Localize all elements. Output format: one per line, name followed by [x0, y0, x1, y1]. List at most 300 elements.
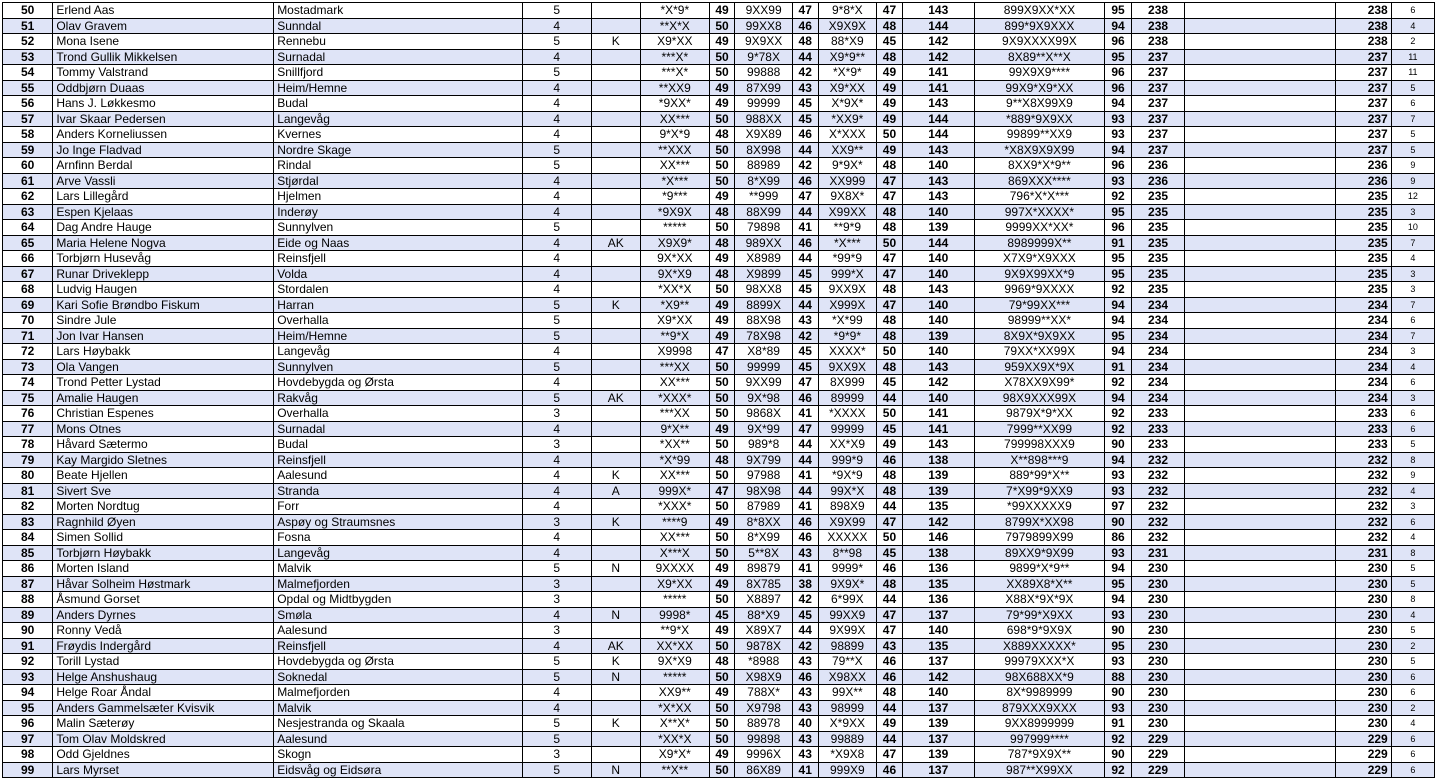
blank-cell	[1185, 3, 1336, 19]
inner-tens-cell: 4	[1391, 530, 1434, 546]
table-row	[3, 545, 1435, 561]
blank-cell	[1185, 49, 1336, 65]
total-score-cell: 232	[1131, 483, 1184, 499]
series-3-score-cell: 48	[877, 204, 903, 220]
series-1-score-cell: 49	[709, 96, 735, 112]
blank-cell	[1185, 220, 1336, 236]
final-score-cell: 234	[1336, 313, 1391, 329]
series-2-score-cell: 42	[792, 328, 818, 344]
series-2-score-cell: 48	[792, 34, 818, 50]
category-flag-cell	[591, 80, 640, 96]
table-row	[3, 3, 1435, 19]
inner-tens-cell: 6	[1391, 514, 1434, 530]
series-2-score-cell: 41	[792, 762, 818, 778]
final-series-shots-cell: 8X89**X**X	[974, 49, 1104, 65]
name-cell: Lars Høybakk	[53, 344, 274, 360]
place-cell: 53	[3, 49, 53, 65]
table-row	[3, 468, 1435, 484]
place-cell: 81	[3, 483, 53, 499]
series-1-shots-cell: **9*X	[640, 328, 709, 344]
series-2-score-cell: 46	[792, 18, 818, 34]
club-cell: Soknedal	[274, 669, 523, 685]
results-body	[3, 3, 1435, 778]
final-series-score-cell: 96	[1105, 80, 1132, 96]
series-2-shots-cell: 88X99	[735, 204, 793, 220]
final-score-cell: 237	[1336, 142, 1391, 158]
series-2-score-cell: 44	[792, 297, 818, 313]
club-cell: Reinsfjell	[274, 452, 523, 468]
final-score-cell: 234	[1336, 328, 1391, 344]
name-cell: Tom Olav Moldskred	[53, 731, 274, 747]
place-cell: 83	[3, 514, 53, 530]
class-cell: 4	[522, 127, 591, 143]
final-series-shots-cell: 9999XX*XX*	[974, 220, 1104, 236]
blank-cell	[1185, 654, 1336, 670]
inner-tens-cell: 5	[1391, 623, 1434, 639]
series-3-score-cell: 44	[877, 499, 903, 515]
final-series-score-cell: 92	[1105, 731, 1132, 747]
series-3-shots-cell: *X*9*	[818, 65, 877, 81]
category-flag-cell	[591, 251, 640, 267]
place-cell: 74	[3, 375, 53, 391]
series-1-shots-cell: 9998*	[640, 607, 709, 623]
inner-tens-cell: 6	[1391, 685, 1434, 701]
category-flag-cell	[591, 282, 640, 298]
category-flag-cell	[591, 65, 640, 81]
category-flag-cell: K	[591, 34, 640, 50]
name-cell: Christian Espenes	[53, 406, 274, 422]
total-score-cell: 238	[1131, 18, 1184, 34]
class-cell: 5	[522, 34, 591, 50]
series-1-score-cell: 50	[709, 716, 735, 732]
inner-tens-cell: 5	[1391, 80, 1434, 96]
inner-tens-cell: 7	[1391, 297, 1434, 313]
inner-tens-cell: 3	[1391, 204, 1434, 220]
final-series-shots-cell: 796*X*X***	[974, 189, 1104, 205]
series-1-shots-cell: X**X*	[640, 716, 709, 732]
series-2-score-cell: 38	[792, 576, 818, 592]
series-2-score-cell: 43	[792, 313, 818, 329]
table-row	[3, 607, 1435, 623]
club-cell: Langevåg	[274, 545, 523, 561]
place-cell: 64	[3, 220, 53, 236]
category-flag-cell: N	[591, 669, 640, 685]
name-cell: Amalie Haugen	[53, 390, 274, 406]
series-1-score-cell: 49	[709, 3, 735, 19]
name-cell: Dag Andre Hauge	[53, 220, 274, 236]
category-flag-cell	[591, 530, 640, 546]
series-1-shots-cell: **X**	[640, 762, 709, 778]
final-series-score-cell: 95	[1105, 3, 1132, 19]
category-flag-cell	[591, 359, 640, 375]
subtotal-cell: 141	[902, 65, 974, 81]
series-2-score-cell: 42	[792, 638, 818, 654]
series-1-shots-cell: ***X*	[640, 65, 709, 81]
class-cell: 5	[522, 762, 591, 778]
table-row	[3, 437, 1435, 453]
class-cell: 4	[522, 204, 591, 220]
series-3-shots-cell: 9X99X	[818, 623, 877, 639]
series-2-score-cell: 43	[792, 700, 818, 716]
club-cell: Reinsfjell	[274, 638, 523, 654]
blank-cell	[1185, 576, 1336, 592]
final-series-score-cell: 94	[1105, 297, 1132, 313]
final-score-cell: 238	[1336, 3, 1391, 19]
final-series-score-cell: 88	[1105, 669, 1132, 685]
series-3-shots-cell: 8**98	[818, 545, 877, 561]
inner-tens-cell: 7	[1391, 235, 1434, 251]
category-flag-cell	[591, 96, 640, 112]
total-score-cell: 236	[1131, 158, 1184, 174]
subtotal-cell: 139	[902, 483, 974, 499]
final-series-score-cell: 90	[1105, 623, 1132, 639]
series-3-score-cell: 48	[877, 328, 903, 344]
final-score-cell: 234	[1336, 344, 1391, 360]
series-2-score-cell: 42	[792, 592, 818, 608]
series-1-shots-cell: *XX**	[640, 437, 709, 453]
club-cell: Reinsfjell	[274, 251, 523, 267]
series-2-shots-cell: 788X*	[735, 685, 793, 701]
series-3-shots-cell: *XX9*	[818, 111, 877, 127]
name-cell: Anders Korneliussen	[53, 127, 274, 143]
series-1-shots-cell: *XX*X	[640, 731, 709, 747]
final-series-score-cell: 93	[1105, 545, 1132, 561]
series-3-score-cell: 48	[877, 685, 903, 701]
series-2-shots-cell: 9XX99	[735, 375, 793, 391]
table-row	[3, 623, 1435, 639]
table-row	[3, 530, 1435, 546]
series-2-shots-cell: 78X98	[735, 328, 793, 344]
subtotal-cell: 143	[902, 359, 974, 375]
series-3-score-cell: 50	[877, 344, 903, 360]
name-cell: Lars Myrset	[53, 762, 274, 778]
series-1-score-cell: 49	[709, 747, 735, 763]
total-score-cell: 229	[1131, 762, 1184, 778]
series-2-shots-cell: 79898	[735, 220, 793, 236]
series-3-shots-cell: 999*9	[818, 452, 877, 468]
series-1-shots-cell: *****	[640, 220, 709, 236]
inner-tens-cell: 5	[1391, 561, 1434, 577]
series-1-shots-cell: 9*X*9	[640, 127, 709, 143]
name-cell: Sindre Jule	[53, 313, 274, 329]
series-3-shots-cell: 98899	[818, 638, 877, 654]
inner-tens-cell: 6	[1391, 669, 1434, 685]
category-flag-cell	[591, 452, 640, 468]
series-3-score-cell: 49	[877, 142, 903, 158]
place-cell: 55	[3, 80, 53, 96]
series-2-score-cell: 45	[792, 344, 818, 360]
club-cell: Stranda	[274, 483, 523, 499]
series-1-score-cell: 50	[709, 437, 735, 453]
series-1-score-cell: 45	[709, 607, 735, 623]
series-3-score-cell: 44	[877, 592, 903, 608]
series-1-shots-cell: XX*XX	[640, 638, 709, 654]
final-series-score-cell: 86	[1105, 530, 1132, 546]
series-3-score-cell: 44	[877, 390, 903, 406]
name-cell: Arve Vassli	[53, 173, 274, 189]
blank-cell	[1185, 266, 1336, 282]
name-cell: Ronny Vedå	[53, 623, 274, 639]
name-cell: Olav Gravem	[53, 18, 274, 34]
final-score-cell: 232	[1336, 468, 1391, 484]
inner-tens-cell: 6	[1391, 3, 1434, 19]
category-flag-cell	[591, 375, 640, 391]
series-3-shots-cell: 98999	[818, 700, 877, 716]
category-flag-cell	[591, 328, 640, 344]
category-flag-cell	[591, 499, 640, 515]
subtotal-cell: 140	[902, 344, 974, 360]
final-series-shots-cell: X88X*9X*9X	[974, 592, 1104, 608]
series-1-score-cell: 49	[709, 561, 735, 577]
final-series-score-cell: 96	[1105, 220, 1132, 236]
total-score-cell: 232	[1131, 468, 1184, 484]
series-3-score-cell: 45	[877, 375, 903, 391]
series-1-score-cell: 49	[709, 297, 735, 313]
series-2-score-cell: 45	[792, 111, 818, 127]
series-1-score-cell: 50	[709, 530, 735, 546]
series-2-shots-cell: 87989	[735, 499, 793, 515]
final-score-cell: 238	[1336, 18, 1391, 34]
series-2-score-cell: 43	[792, 685, 818, 701]
series-1-shots-cell: *XX*X	[640, 282, 709, 298]
place-cell: 63	[3, 204, 53, 220]
table-row	[3, 266, 1435, 282]
category-flag-cell: K	[591, 297, 640, 313]
final-series-shots-cell: 9879X*9*XX	[974, 406, 1104, 422]
class-cell: 4	[522, 111, 591, 127]
class-cell: 5	[522, 142, 591, 158]
final-series-score-cell: 95	[1105, 576, 1132, 592]
series-3-score-cell: 47	[877, 173, 903, 189]
subtotal-cell: 136	[902, 561, 974, 577]
subtotal-cell: 144	[902, 111, 974, 127]
name-cell: Sivert Sve	[53, 483, 274, 499]
blank-cell	[1185, 685, 1336, 701]
final-score-cell: 230	[1336, 685, 1391, 701]
series-1-shots-cell: *X*XX	[640, 700, 709, 716]
blank-cell	[1185, 390, 1336, 406]
blank-cell	[1185, 514, 1336, 530]
final-series-shots-cell: 99899**XX9	[974, 127, 1104, 143]
inner-tens-cell: 2	[1391, 34, 1434, 50]
series-1-shots-cell: 9XXXX	[640, 561, 709, 577]
final-series-shots-cell: X78XX9X99*	[974, 375, 1104, 391]
series-3-score-cell: 44	[877, 731, 903, 747]
inner-tens-cell: 6	[1391, 406, 1434, 422]
final-series-score-cell: 95	[1105, 328, 1132, 344]
blank-cell	[1185, 530, 1336, 546]
inner-tens-cell: 4	[1391, 483, 1434, 499]
series-1-score-cell: 50	[709, 49, 735, 65]
blank-cell	[1185, 623, 1336, 639]
category-flag-cell: K	[591, 468, 640, 484]
series-1-score-cell: 49	[709, 251, 735, 267]
series-3-shots-cell: 8X999	[818, 375, 877, 391]
subtotal-cell: 135	[902, 576, 974, 592]
place-cell: 68	[3, 282, 53, 298]
blank-cell	[1185, 251, 1336, 267]
class-cell: 5	[522, 220, 591, 236]
class-cell: 4	[522, 530, 591, 546]
series-3-score-cell: 47	[877, 266, 903, 282]
series-2-shots-cell: 98XX8	[735, 282, 793, 298]
series-3-shots-cell: 9*9X*	[818, 158, 877, 174]
series-1-score-cell: 50	[709, 700, 735, 716]
subtotal-cell: 140	[902, 266, 974, 282]
series-1-score-cell: 49	[709, 313, 735, 329]
final-series-score-cell: 96	[1105, 34, 1132, 50]
name-cell: Åsmund Gorset	[53, 592, 274, 608]
category-flag-cell	[591, 3, 640, 19]
series-3-shots-cell: X*9XX	[818, 716, 877, 732]
total-score-cell: 231	[1131, 545, 1184, 561]
subtotal-cell: 143	[902, 437, 974, 453]
table-row	[3, 313, 1435, 329]
series-1-shots-cell: ***XX	[640, 406, 709, 422]
series-2-shots-cell: 99999	[735, 96, 793, 112]
subtotal-cell: 142	[902, 669, 974, 685]
table-row	[3, 390, 1435, 406]
blank-cell	[1185, 204, 1336, 220]
final-series-score-cell: 90	[1105, 514, 1132, 530]
table-row	[3, 173, 1435, 189]
inner-tens-cell: 3	[1391, 390, 1434, 406]
total-score-cell: 229	[1131, 747, 1184, 763]
subtotal-cell: 140	[902, 297, 974, 313]
final-series-score-cell: 92	[1105, 762, 1132, 778]
final-series-shots-cell: 7999**XX99	[974, 421, 1104, 437]
total-score-cell: 230	[1131, 685, 1184, 701]
series-1-shots-cell: XX***	[640, 530, 709, 546]
class-cell: 5	[522, 731, 591, 747]
series-1-shots-cell: *9X9X	[640, 204, 709, 220]
series-1-shots-cell: *9***	[640, 189, 709, 205]
final-series-shots-cell: 987**X99XX	[974, 762, 1104, 778]
total-score-cell: 230	[1131, 638, 1184, 654]
club-cell: Heim/Hemne	[274, 328, 523, 344]
final-series-shots-cell: 98999**XX*	[974, 313, 1104, 329]
series-3-score-cell: 49	[877, 80, 903, 96]
class-cell: 4	[522, 452, 591, 468]
place-cell: 89	[3, 607, 53, 623]
final-score-cell: 234	[1336, 297, 1391, 313]
class-cell: 5	[522, 561, 591, 577]
place-cell: 69	[3, 297, 53, 313]
table-row	[3, 65, 1435, 81]
total-score-cell: 237	[1131, 96, 1184, 112]
class-cell: 4	[522, 685, 591, 701]
series-1-score-cell: 50	[709, 18, 735, 34]
name-cell: Trond Gullik Mikkelsen	[53, 49, 274, 65]
series-1-score-cell: 50	[709, 65, 735, 81]
final-score-cell: 233	[1336, 421, 1391, 437]
blank-cell	[1185, 80, 1336, 96]
final-series-shots-cell: 698*9*9X9X	[974, 623, 1104, 639]
inner-tens-cell: 5	[1391, 576, 1434, 592]
blank-cell	[1185, 235, 1336, 251]
total-score-cell: 230	[1131, 607, 1184, 623]
final-score-cell: 237	[1336, 127, 1391, 143]
inner-tens-cell: 3	[1391, 266, 1434, 282]
club-cell: Snillfjord	[274, 65, 523, 81]
subtotal-cell: 139	[902, 716, 974, 732]
series-3-shots-cell: X*9X*	[818, 96, 877, 112]
series-3-shots-cell: 99999	[818, 421, 877, 437]
name-cell: Beate Hjellen	[53, 468, 274, 484]
final-series-score-cell: 93	[1105, 127, 1132, 143]
final-score-cell: 235	[1336, 235, 1391, 251]
name-cell: Morten Nordtug	[53, 499, 274, 515]
series-3-shots-cell: **9*9	[818, 220, 877, 236]
series-2-score-cell: 46	[792, 669, 818, 685]
category-flag-cell	[591, 623, 640, 639]
series-1-shots-cell: *9XX*	[640, 96, 709, 112]
total-score-cell: 232	[1131, 452, 1184, 468]
place-cell: 70	[3, 313, 53, 329]
final-series-shots-cell: 9XX8999999	[974, 716, 1104, 732]
final-series-shots-cell: X889XXXXX*	[974, 638, 1104, 654]
place-cell: 94	[3, 685, 53, 701]
blank-cell	[1185, 452, 1336, 468]
series-1-score-cell: 47	[709, 344, 735, 360]
name-cell: Hans J. Løkkesmo	[53, 96, 274, 112]
final-score-cell: 233	[1336, 406, 1391, 422]
final-series-shots-cell: 879XXX9XXX	[974, 700, 1104, 716]
name-cell: Simen Sollid	[53, 530, 274, 546]
club-cell: Sunnylven	[274, 220, 523, 236]
series-1-score-cell: 50	[709, 375, 735, 391]
series-3-score-cell: 45	[877, 545, 903, 561]
final-score-cell: 237	[1336, 96, 1391, 112]
final-series-shots-cell: *889*9X9XX	[974, 111, 1104, 127]
subtotal-cell: 139	[902, 747, 974, 763]
category-flag-cell: N	[591, 607, 640, 623]
total-score-cell: 237	[1131, 49, 1184, 65]
final-series-score-cell: 96	[1105, 158, 1132, 174]
category-flag-cell	[591, 266, 640, 282]
table-row	[3, 669, 1435, 685]
series-2-score-cell: 41	[792, 468, 818, 484]
club-cell: Malmefjorden	[274, 576, 523, 592]
category-flag-cell: N	[591, 762, 640, 778]
final-score-cell: 235	[1336, 204, 1391, 220]
inner-tens-cell: 5	[1391, 437, 1434, 453]
class-cell: 4	[522, 266, 591, 282]
series-2-score-cell: 43	[792, 80, 818, 96]
blank-cell	[1185, 483, 1336, 499]
series-3-shots-cell: 89999	[818, 390, 877, 406]
table-row	[3, 700, 1435, 716]
final-score-cell: 237	[1336, 65, 1391, 81]
series-1-score-cell: 49	[709, 34, 735, 50]
name-cell: Arnfinn Berdal	[53, 158, 274, 174]
series-3-score-cell: 48	[877, 576, 903, 592]
total-score-cell: 236	[1131, 173, 1184, 189]
table-row	[3, 80, 1435, 96]
series-2-score-cell: 43	[792, 545, 818, 561]
subtotal-cell: 140	[902, 158, 974, 174]
series-2-shots-cell: 89879	[735, 561, 793, 577]
final-series-shots-cell: 997X*XXXX*	[974, 204, 1104, 220]
series-1-score-cell: 50	[709, 111, 735, 127]
series-3-shots-cell: *X***	[818, 235, 877, 251]
blank-cell	[1185, 592, 1336, 608]
class-cell: 4	[522, 421, 591, 437]
series-1-score-cell: 48	[709, 204, 735, 220]
blank-cell	[1185, 173, 1336, 189]
club-cell: Surnadal	[274, 421, 523, 437]
series-3-shots-cell: X9*9**	[818, 49, 877, 65]
